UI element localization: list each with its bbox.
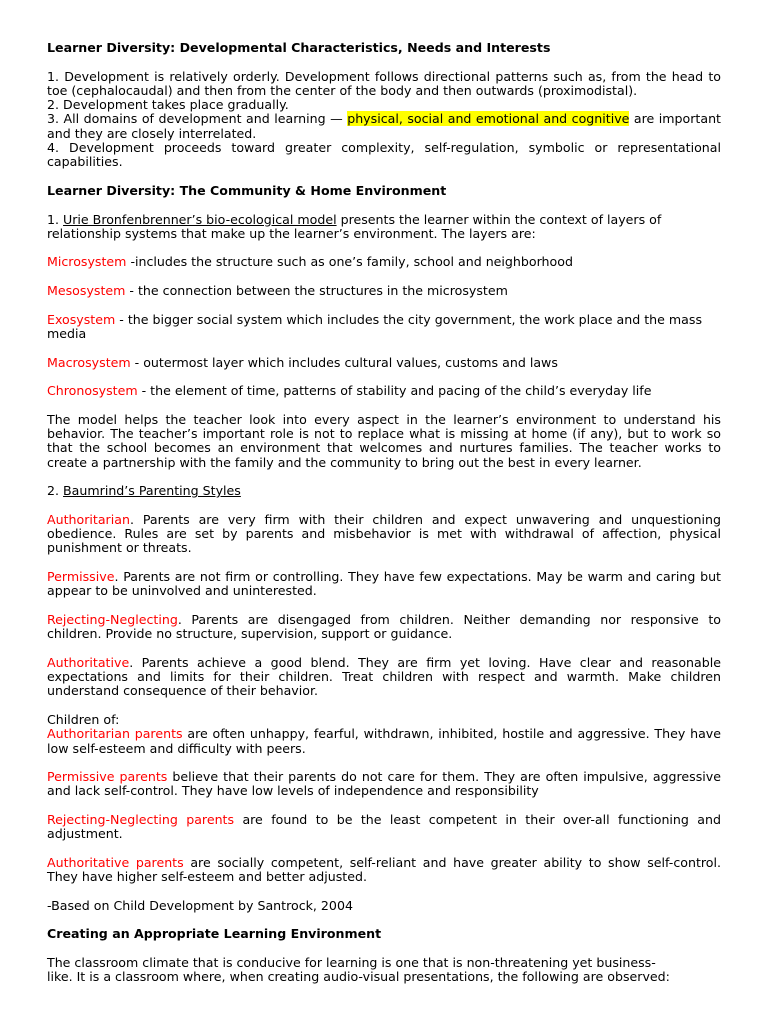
model-explanation: The model helps the teacher look into every aspect in the learner’s environment to understand his behavior. The teacher’s important role is not to replace what is missing at home (if any), but to work so that the school becomes an environment that welcomes and nurtures families. The teacher works to create a partnership with the family and the community to bring out the best in every learner. (47, 411, 721, 470)
section-heading-community: Learner Diversity: The Community & Home Environment (47, 182, 447, 198)
baumrind-link[interactable]: Baumrind’s Parenting Styles (63, 483, 241, 499)
bronfenbrenner-link[interactable]: Urie Bronfenbrenner’s bio-ecological model (63, 211, 337, 227)
style-term: Rejecting-Neglecting (47, 611, 178, 627)
style-term: Permissive (47, 568, 115, 584)
layer-term: Chronosystem (47, 383, 138, 399)
layer-microsystem: Microsystem -includes the structure such as one’s family, school and neighborhood (47, 254, 573, 270)
children-term: Authoritative parents (47, 854, 184, 870)
parenting-styles-heading: 2. Baumrind’s Parenting Styles (47, 483, 241, 499)
layer-term: Exosystem (47, 311, 116, 327)
source-citation: -Based on Child Development by Santrock, 2004 (47, 897, 353, 913)
environment-line-2: like. It is a classroom where, when creating audio-visual presentations, the following are observed: (47, 969, 670, 985)
style-permissive: Permissive. Parents are not firm or controlling. They have few expectations. May be warm and caring but appear to be uninvolved and uninterested. (47, 568, 721, 599)
bronfenbrenner-intro: 1. Urie Bronfenbrenner’s bio-ecological model presents the learner within the context of layers of relationship systems that make up the learner’s environment. The layers are: (47, 211, 662, 241)
style-term: Authoritarian (47, 511, 130, 527)
layer-mesosystem: Mesosystem - the connection between the structures in the microsystem (47, 283, 508, 299)
layer-chronosystem: Chronosystem - the element of time, patterns of stability and pacing of the child’s everyday life (47, 383, 652, 399)
principle-2: 2. Development takes place gradually. (47, 97, 289, 113)
principle-1: 1. Development is relatively orderly. Development follows directional patterns such as, from the head to toe (cephalocaudal) and then from the center of the body and then outwards (proximodistal). (47, 68, 721, 98)
style-rejecting-neglecting: Rejecting-Neglecting. Parents are disengaged from children. Neither demanding nor responsive to children. Provide no structure, supervision, support or guidance. (47, 611, 721, 642)
style-term: Authoritative (47, 654, 130, 670)
development-principles (47, 70, 721, 170)
layer-macrosystem: Macrosystem - outermost layer which includes cultural values, customs and laws (47, 354, 558, 370)
highlighted-domains: physical, social and emotional and cognitive (347, 111, 630, 127)
section-heading-developmental: Learner Diversity: Developmental Characteristics, Needs and Interests (47, 40, 551, 55)
environment-line-1: The classroom climate that is conducive for learning is one that is non-threatening yet business- (47, 955, 656, 970)
layer-exosystem: Exosystem - the bigger social system which includes the city government, the work place and the mass media (47, 311, 703, 341)
section-heading-learning-environment: Creating an Appropriate Learning Environment (47, 926, 382, 942)
style-authoritative: Authoritative. Parents achieve a good blend. They are firm yet loving. Have clear and reasonable expectations and limits for their children. Treat children with respect and warmth. Make children understand consequence of their behavior. (47, 654, 721, 699)
children-term: Rejecting-Neglecting parents (47, 812, 235, 828)
children-of-label: Children of: (47, 711, 120, 727)
layer-term: Macrosystem (47, 354, 131, 370)
children-permissive: Permissive parents believe that their parents do not care for them. They are often impulsive, aggressive and lack self-control. They have low levels of independence and responsibility (47, 769, 721, 799)
layer-term: Mesosystem (47, 283, 126, 299)
children-rejecting-neglecting: Rejecting-Neglecting parents are found to be the least competent in their over-all functioning and adjustment. (47, 812, 721, 842)
children-term: Permissive parents (47, 769, 168, 785)
children-authoritative: Authoritative parents are socially competent, self-reliant and have greater ability to show self-control. They have higher self-esteem and better adjusted. (47, 854, 721, 885)
style-authoritarian: Authoritarian. Parents are very firm with their children and expect unwavering and unquestioning obedience. Rules are set by parents and misbehavior is met with withdrawal of affection, physical punishment or threats. (47, 511, 721, 556)
principle-3: 3. All domains of development and learning — physical, social and emotional and cognitive are important and they are closely interrelated. (47, 111, 721, 141)
children-authoritarian-block (47, 713, 721, 756)
layer-term: Microsystem (47, 254, 127, 270)
principle-4: 4. Development proceeds toward greater complexity, self-regulation, symbolic or representational capabilities. (47, 140, 721, 170)
children-authoritarian: Authoritarian parents are often unhappy, fearful, withdrawn, inhibited, hostile and aggressive. They have low self-esteem and difficulty with peers. (47, 726, 722, 756)
children-term: Authoritarian parents (47, 726, 183, 742)
